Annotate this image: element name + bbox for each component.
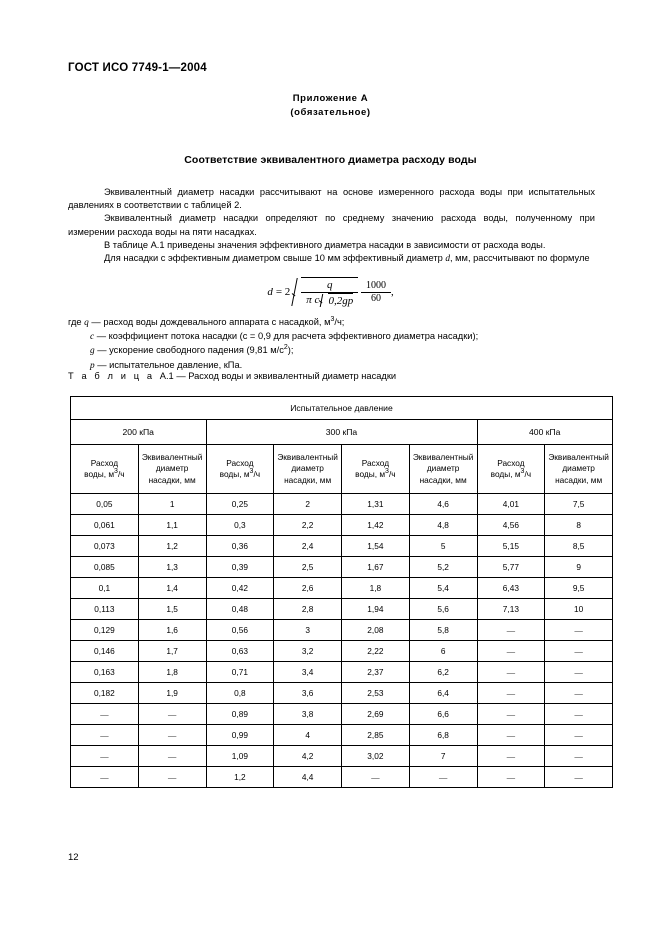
formula-lhs: d bbox=[267, 286, 273, 299]
table-cell: — bbox=[342, 767, 410, 788]
table-row bbox=[71, 641, 613, 662]
table-cell: 1,8 bbox=[138, 662, 206, 683]
table-top-header: Испытательное давление bbox=[71, 397, 613, 420]
table-row bbox=[71, 746, 613, 767]
def-dash-g: — bbox=[97, 345, 107, 356]
table-cell: 3,8 bbox=[274, 704, 342, 725]
table-cell: 0,061 bbox=[71, 515, 139, 536]
table-cell: — bbox=[71, 767, 139, 788]
table-cell: — bbox=[477, 620, 545, 641]
formula-denom-pi-c: π c bbox=[306, 293, 320, 306]
table-cell: 1,2 bbox=[138, 536, 206, 557]
table-row bbox=[71, 536, 613, 557]
table-cell: 2,5 bbox=[274, 557, 342, 578]
table-column-header-3: Эквивалентный диаметр насадки, мм bbox=[274, 445, 342, 494]
table-cell: — bbox=[545, 683, 613, 704]
table-cell: 5 bbox=[409, 536, 477, 557]
table-cell: 1 bbox=[138, 494, 206, 515]
table-cell: — bbox=[545, 704, 613, 725]
annex-heading bbox=[0, 92, 661, 120]
table-caption-dash: — bbox=[176, 371, 186, 381]
table-cell: 9 bbox=[545, 557, 613, 578]
formula-equals: = bbox=[275, 286, 283, 299]
formula-denominator bbox=[301, 292, 358, 308]
table-cell: 1,6 bbox=[138, 620, 206, 641]
body-text-block bbox=[68, 186, 595, 266]
paragraph-2: Эквивалентный диаметр насадки определяют по среднему значению расхода воды, полученному при измерении расхода воды на пяти насадках. bbox=[68, 213, 595, 237]
def-symbol-g: g bbox=[90, 346, 95, 357]
table-cell: — bbox=[545, 641, 613, 662]
table-cell: — bbox=[138, 704, 206, 725]
table-cell: — bbox=[71, 704, 139, 725]
table-cell: 0,89 bbox=[206, 704, 274, 725]
table-group-row bbox=[71, 397, 613, 420]
table-cell: 1,2 bbox=[206, 767, 274, 788]
table-column-header-1: Эквивалентный диаметр насадки, мм bbox=[138, 445, 206, 494]
equation-effective-diameter bbox=[0, 277, 661, 307]
table-cell: — bbox=[477, 641, 545, 662]
table-cell: 2,2 bbox=[274, 515, 342, 536]
table-row bbox=[71, 494, 613, 515]
table-cell: 1,94 bbox=[342, 599, 410, 620]
outer-radical bbox=[292, 277, 358, 307]
table-row bbox=[71, 704, 613, 725]
table-cell: — bbox=[138, 746, 206, 767]
table-column-header-2: Расход воды, $м^3/ч$ bbox=[206, 445, 274, 494]
flow-diameter-table bbox=[70, 396, 613, 788]
table-cell: 6,4 bbox=[409, 683, 477, 704]
table-cell: 1,54 bbox=[342, 536, 410, 557]
standard-code-header: ГОСТ ИСО 7749-1—2004 bbox=[68, 62, 207, 74]
table-cell: 0,182 bbox=[71, 683, 139, 704]
table-cell: 2,85 bbox=[342, 725, 410, 746]
table-cell: 0,3 bbox=[206, 515, 274, 536]
table-row bbox=[71, 578, 613, 599]
table-cell: 5,2 bbox=[409, 557, 477, 578]
table-cell: 1,7 bbox=[138, 641, 206, 662]
table-cell: 2,8 bbox=[274, 599, 342, 620]
annex-title: Приложение А bbox=[292, 93, 369, 104]
paragraph-4-part1: Для насадки с эффективным диаметром свыше 10 мм эффективный диаметр bbox=[104, 253, 446, 264]
table-cell: — bbox=[477, 662, 545, 683]
table-cell: 0,39 bbox=[206, 557, 274, 578]
page-title: Соответствие эквивалентного диаметра расходу воды bbox=[184, 154, 477, 166]
table-row bbox=[71, 557, 613, 578]
table-cell: 7 bbox=[409, 746, 477, 767]
table-cell: 0,25 bbox=[206, 494, 274, 515]
table-cell: 4,01 bbox=[477, 494, 545, 515]
table-cell: 1,4 bbox=[138, 578, 206, 599]
formula-factor-top: 1000 bbox=[365, 280, 386, 292]
table-caption-label: Т а б л и ц а bbox=[68, 371, 155, 381]
paragraph-4-part2: , мм, рассчитывают по формуле bbox=[450, 253, 590, 264]
table-cell: 0,63 bbox=[206, 641, 274, 662]
table-cell: 1,67 bbox=[342, 557, 410, 578]
table-cell: 7,13 bbox=[477, 599, 545, 620]
table-cell: 4,8 bbox=[409, 515, 477, 536]
table-pressure-group-0: 200 кПа bbox=[71, 420, 207, 445]
table-cell: 4,6 bbox=[409, 494, 477, 515]
def-dash-p: — bbox=[97, 359, 107, 370]
table-cell: 1,3 bbox=[138, 557, 206, 578]
table-cell: — bbox=[71, 725, 139, 746]
table-cell: 6,43 bbox=[477, 578, 545, 599]
table-pressure-group-1: 300 кПа bbox=[206, 420, 477, 445]
table-header-row bbox=[71, 445, 613, 494]
table-cell: 0,113 bbox=[71, 599, 139, 620]
table-cell: 2,37 bbox=[342, 662, 410, 683]
def-sup-g: 2 bbox=[283, 344, 288, 352]
table-row bbox=[71, 725, 613, 746]
def-symbol-p: p bbox=[90, 360, 95, 371]
def-sup-q: 3 bbox=[330, 315, 335, 323]
table-cell: — bbox=[545, 620, 613, 641]
table-cell: — bbox=[477, 746, 545, 767]
table-cell: — bbox=[138, 725, 206, 746]
table-cell: 6,6 bbox=[409, 704, 477, 725]
table-cell: 0,1 bbox=[71, 578, 139, 599]
table-cell: — bbox=[71, 746, 139, 767]
annex-subtitle: (обязательное) bbox=[290, 107, 371, 118]
table-cell: — bbox=[477, 725, 545, 746]
table-cell: 1,42 bbox=[342, 515, 410, 536]
table-caption bbox=[68, 371, 396, 381]
table-column-header-7: Эквивалентный диаметр насадки, мм bbox=[545, 445, 613, 494]
table-cell: 2,53 bbox=[342, 683, 410, 704]
table-cell: 3,2 bbox=[274, 641, 342, 662]
table-cell: — bbox=[545, 767, 613, 788]
table-row bbox=[71, 767, 613, 788]
table-cell: 1,8 bbox=[342, 578, 410, 599]
table-cell: 0,129 bbox=[71, 620, 139, 641]
table-cell: 2,22 bbox=[342, 641, 410, 662]
table-cell: 10 bbox=[545, 599, 613, 620]
table-cell: 4,4 bbox=[274, 767, 342, 788]
def-symbol-q: q bbox=[84, 318, 89, 328]
variable-definitions bbox=[68, 316, 595, 373]
table-cell: 0,085 bbox=[71, 557, 139, 578]
table-column-header-6: Расход воды, $м^3/ч$ bbox=[477, 445, 545, 494]
table-row bbox=[71, 620, 613, 641]
table-cell: — bbox=[477, 767, 545, 788]
table-cell: 3,6 bbox=[274, 683, 342, 704]
table-cell: 4,56 bbox=[477, 515, 545, 536]
paragraph-1: Эквивалентный диаметр насадки рассчитывают на основе измеренного расхода воды при испытательных давлениях в соответствии с таблицей 2. bbox=[68, 187, 595, 211]
table-cell: 9,5 bbox=[545, 578, 613, 599]
paragraph-4 bbox=[68, 252, 595, 266]
table-cell: 4,2 bbox=[274, 746, 342, 767]
table-row bbox=[71, 683, 613, 704]
table-cell: 6,8 bbox=[409, 725, 477, 746]
table-cell: 1,9 bbox=[138, 683, 206, 704]
table-column-header-0: Расход воды, $м^3/ч$ bbox=[71, 445, 139, 494]
table-cell: 2,6 bbox=[274, 578, 342, 599]
paragraph-4-variable: d bbox=[445, 254, 450, 265]
definition-item-q bbox=[68, 316, 595, 330]
def-tail-g: ); bbox=[287, 345, 294, 356]
table-cell: 1,5 bbox=[138, 599, 206, 620]
table-pressure-group-2: 400 кПа bbox=[477, 420, 613, 445]
table-row bbox=[71, 599, 613, 620]
def-text-q: расход воды дождевального аппарата с насадкой, м bbox=[103, 317, 331, 327]
table-cell: 2,08 bbox=[342, 620, 410, 641]
table-cell: 5,6 bbox=[409, 599, 477, 620]
table-cell: 8 bbox=[545, 515, 613, 536]
table-cell: 3,4 bbox=[274, 662, 342, 683]
table-cell: — bbox=[477, 704, 545, 725]
def-text-g: ускорение свободного падения (9,81 м/с bbox=[109, 345, 284, 356]
table-cell: 0,163 bbox=[71, 662, 139, 683]
table-column-header-5: Эквивалентный диаметр насадки, мм bbox=[409, 445, 477, 494]
definition-item-g bbox=[68, 344, 595, 358]
formula-fraction bbox=[301, 279, 358, 307]
table-cell: 2,4 bbox=[274, 536, 342, 557]
paragraph-3: В таблице А.1 приведены значения эффективного диаметра насадки в зависимости от расхода воды. bbox=[104, 239, 546, 250]
table-cell: 0,48 bbox=[206, 599, 274, 620]
table-cell: — bbox=[477, 683, 545, 704]
table-cell: 5,4 bbox=[409, 578, 477, 599]
formula-inner-radicand: 0,2gp bbox=[328, 294, 354, 307]
formula-factor-bottom: 60 bbox=[361, 292, 391, 305]
def-text-c: коэффициент потока насадки (c = 0,9 для расчета эффективного диаметра насадки); bbox=[108, 331, 479, 342]
table-cell: 3 bbox=[274, 620, 342, 641]
page-number: 12 bbox=[68, 852, 79, 863]
table-cell: 2,69 bbox=[342, 704, 410, 725]
formula-numerator: q bbox=[326, 279, 333, 291]
table-cell: 7,5 bbox=[545, 494, 613, 515]
def-dash-c: — bbox=[96, 331, 107, 342]
table-cell: 0,99 bbox=[206, 725, 274, 746]
table-row bbox=[71, 662, 613, 683]
table-cell: — bbox=[545, 725, 613, 746]
table-cell: 6 bbox=[409, 641, 477, 662]
definitions-intro: где bbox=[68, 317, 82, 327]
table-cell: 2 bbox=[274, 494, 342, 515]
formula-unit-factor bbox=[361, 280, 391, 304]
formula-coefficient: 2 bbox=[284, 286, 291, 299]
definition-item-c bbox=[68, 330, 595, 344]
table-cell: — bbox=[545, 662, 613, 683]
table-cell: 8,5 bbox=[545, 536, 613, 557]
formula-trailing-comma: , bbox=[390, 286, 394, 299]
table-cell: 5,8 bbox=[409, 620, 477, 641]
table-cell: 0,42 bbox=[206, 578, 274, 599]
table-cell: 0,36 bbox=[206, 536, 274, 557]
table-cell: 0,05 bbox=[71, 494, 139, 515]
table-cell: 0,71 bbox=[206, 662, 274, 683]
table-cell: 4 bbox=[274, 725, 342, 746]
inner-radical bbox=[319, 293, 353, 308]
table-cell: 6,2 bbox=[409, 662, 477, 683]
def-dash-q: — bbox=[91, 317, 101, 327]
table-row bbox=[71, 515, 613, 536]
def-tail-q: /ч; bbox=[334, 317, 345, 327]
table-cell: 0,073 bbox=[71, 536, 139, 557]
table-cell: — bbox=[545, 746, 613, 767]
table-column-header-4: Расход воды, $м^3/ч$ bbox=[342, 445, 410, 494]
table-pressure-row bbox=[71, 420, 613, 445]
table-cell: 1,1 bbox=[138, 515, 206, 536]
table-cell: 1,09 bbox=[206, 746, 274, 767]
table-cell: 0,56 bbox=[206, 620, 274, 641]
table-cell: — bbox=[138, 767, 206, 788]
def-text-p: испытательное давление, кПа. bbox=[109, 359, 243, 370]
table-cell: 1,31 bbox=[342, 494, 410, 515]
table-cell: 5,77 bbox=[477, 557, 545, 578]
table-cell: 0,8 bbox=[206, 683, 274, 704]
table-cell: 0,146 bbox=[71, 641, 139, 662]
table-cell: 3,02 bbox=[342, 746, 410, 767]
table-caption-number: А.1 bbox=[159, 371, 174, 381]
def-symbol-c: c bbox=[90, 332, 95, 343]
table-cell: — bbox=[409, 767, 477, 788]
table-caption-text: Расход воды и эквивалентный диаметр насадки bbox=[188, 371, 397, 381]
table-cell: 5,15 bbox=[477, 536, 545, 557]
